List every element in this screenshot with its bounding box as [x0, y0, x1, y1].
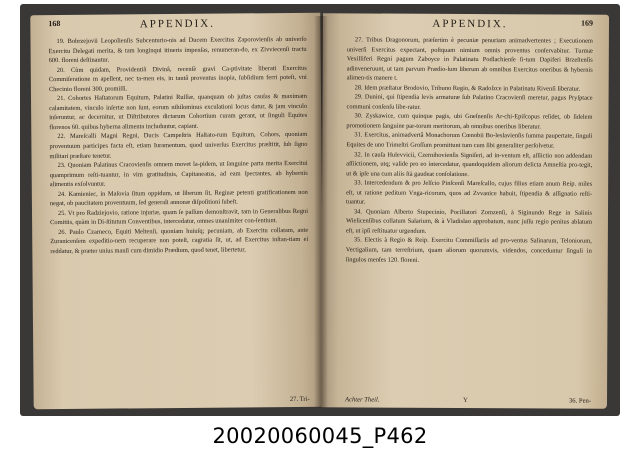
paragraph: 24. Kamieniec, in Maſovia ſitum oppidum, ut liberum ſit, Reginæ petenti gratificationem non negat, ob paucitatem proventuum, ſed generali annonæ diſpoſitioni ſubeſt.: [49, 188, 308, 208]
right-running-title: APPENDIX.: [432, 17, 508, 31]
paragraph: 35. Electis à Regio & Reip. Exercitu Commiſſariis ad pro-ventus Salinarum, Teloniorum, Vectigalium, tam terreſtrium, quam aliorum quorumvis, videndos, conceduntur ſinguli in ſingulos menſes 120. floreni.: [345, 236, 592, 264]
right-page-header: [347, 17, 593, 32]
scanned-book-spread: [20, 4, 620, 416]
right-page-number: 169: [580, 18, 594, 28]
paragraph: 33. Intercedendum & pro Jelſcio Pinſcenſi Mareſcallo, cujus filius etiam anum Reip. miles eſt, ut ratione peditum Vnga-ricorum, quos ad Zvvanice habuit, ſtipendia & aſſignatio reſti-tuantur.: [346, 179, 593, 206]
paragraph: 34. Quoniam Alberto Stupecinio, Pocillatori Zomzenſi, à Siginundo Rege in Salinis Wielicenſibus collatum Salarium, & à Vladislao approbatum, nunc juſſu regio penitus ablatum eſt, ut ipſi reſtituatur urgendum.: [345, 208, 593, 235]
paragraph: 25. Vt pro Radziejovio, ratione injuriæ, quam ſe paſſum demonſtravit, tam in Generalibus Regni Comitiis, quàm in Di-ſtitutum Conventibus, intercedatur, omnes unanimiter con-ſentiunt.: [50, 207, 309, 227]
right-page: [321, 13, 609, 408]
paragraph: 30. Zyskawice, cum quinque pagis, ubi Gneſnenſis Ar-chi-Epiſcopus reſidet, ob ſidelem promotionem ſanguine par-torum meritorum, ab omnibus oneribus liberatur.: [346, 112, 593, 131]
paragraph: 32. In cauſa Hulevvicii, Czernihovienſis Signiſeri, ad in-ventum eſt, aſſiictio non addendam aſſiictionem, utq; valide pro eo intercedatur, quandoquidem aliorum delicta Amneſtia pro-tegit, ut & ipſe una cum aliis ſtà gaudeat conſolatione.: [346, 150, 593, 178]
left-catchword: 27. Tri-: [289, 395, 310, 404]
left-page-number: 168: [48, 19, 61, 29]
image-caption: 20020060045_P462: [212, 424, 428, 448]
left-page: [30, 13, 323, 410]
left-page-footer: [52, 393, 310, 405]
signature-line: Achter Theil.: [344, 396, 380, 404]
right-catchword: 36. Pen-: [569, 397, 592, 405]
signature-mark: Y: [463, 396, 468, 405]
paragraph: 29. Dunini, qui ſtipendia levis armaturæ ſub Palatino Cracovienſi meretur, pagus Pryſptace communi conſenſu libe-ratur.: [346, 93, 593, 111]
right-page-body: [346, 35, 593, 265]
book-gutter-shadow: [314, 16, 328, 408]
paragraph: 31. Exercitus, animadvertâ Monachorum Cœnobii Bo-leslavienſis ſumma paupertate, ſinguli Equites de uno Trimeſtri Groſſum promittunt tum cum ſibi generaliter perſolvetur.: [346, 131, 593, 150]
left-page-header: [48, 17, 306, 33]
paragraph: 20. Cùm quidam, Providentiâ Divinâ, recenſè gravi Ca-ptivitate liberati Exercitus Commiſeratione m apellent, nec ta-men eis, in tantâ proventus inopia, ſubſidium ferri poteſt, vni Checinio floreni 300. promiſſi.: [48, 64, 307, 93]
paragraph: 21. Cohortes Haſtatorum Equitum, Palatini Ruſſiæ, quanquam ob juſtas cauſas & maximam calamitatem, vinculo inſertæ non ſunt, eorum nihilominus exculationi locus datur, & jam vinculo inſeruntur, ac decernitur, ut Diſtributores dictarum Cohortium curam gerant, ut ſinguli Equites florenos 60. quibus hyberna alimenta includuntur, capiant.: [49, 93, 308, 132]
paragraph: 23. Quoniam Palatinus Cracovienſis omnem movet la-pidem, ut ſanguine parta merita Exercitui quamprimum reſti-tuantur, in vim gratitudinis, Capitaneatus, ad eam ſpectantes, ab hybernis alimentis exſolvuntur.: [49, 159, 308, 189]
paragraph: 26. Paulo Czarneco, Equiti Meltenſi, quoniam huiuſq; pecuniam, ab Exercitu collatam, ante Zuranicenſem expeditio-nem recuperare non poteſt, cagratia ſit, ut, ad Exercitus inſtan-tiam ei reddatur, & præter unius manſi cum dimidio Prædium, quod tenet, libertetur,: [50, 226, 309, 256]
paragraph: 27. Tribus Dragonorum, præſertim è pecuniæ penuriam animadvertentes ; Executionem univerſi Exercitus expectant, poſtquam nimium omnis proventus conſervabitur. Turmæ Vexilliferi Regni pagum Zaboyce in Palatinatu Podlachienſe ſi-tum Dapiferi Brzeſtenſis adinveneruunt, ut tam parvum Prædio-lum liberum ab omnibus Exercitus oneribus & hybernis alimen-tis manere t.: [346, 36, 593, 82]
right-page-footer: [345, 393, 591, 404]
paragraph: 22. Mareſcalli Magni Regni, Ducis Campeſtris Haſtato-rum Equitum, Cohors, quoniam proventuum participes facta eſt, etiam Iuramentum, quod univerſus Exercitus præſtitit, ſub ſigno militari præſtare tenetur.: [49, 131, 308, 160]
left-page-body: [48, 35, 308, 257]
paragraph: 19. Bobrzejovii Leopolienſis Subcenturio-nis ad Ducem Exercitus Zaporovienſis ab univerſo Exercitu Delegati merita, & tam longinqui itineris impenſas, renumeran-do, ex Zivviecenſi tractu 600. floreni deſtinantur.: [48, 35, 307, 65]
paragraph: 28. Idem præſtatur Brodovio, Tribuno Regio, & Radoſzce in Palatinatu Rivenſi liberatur.: [354, 84, 581, 93]
left-running-title: APPENDIX.: [139, 17, 215, 31]
